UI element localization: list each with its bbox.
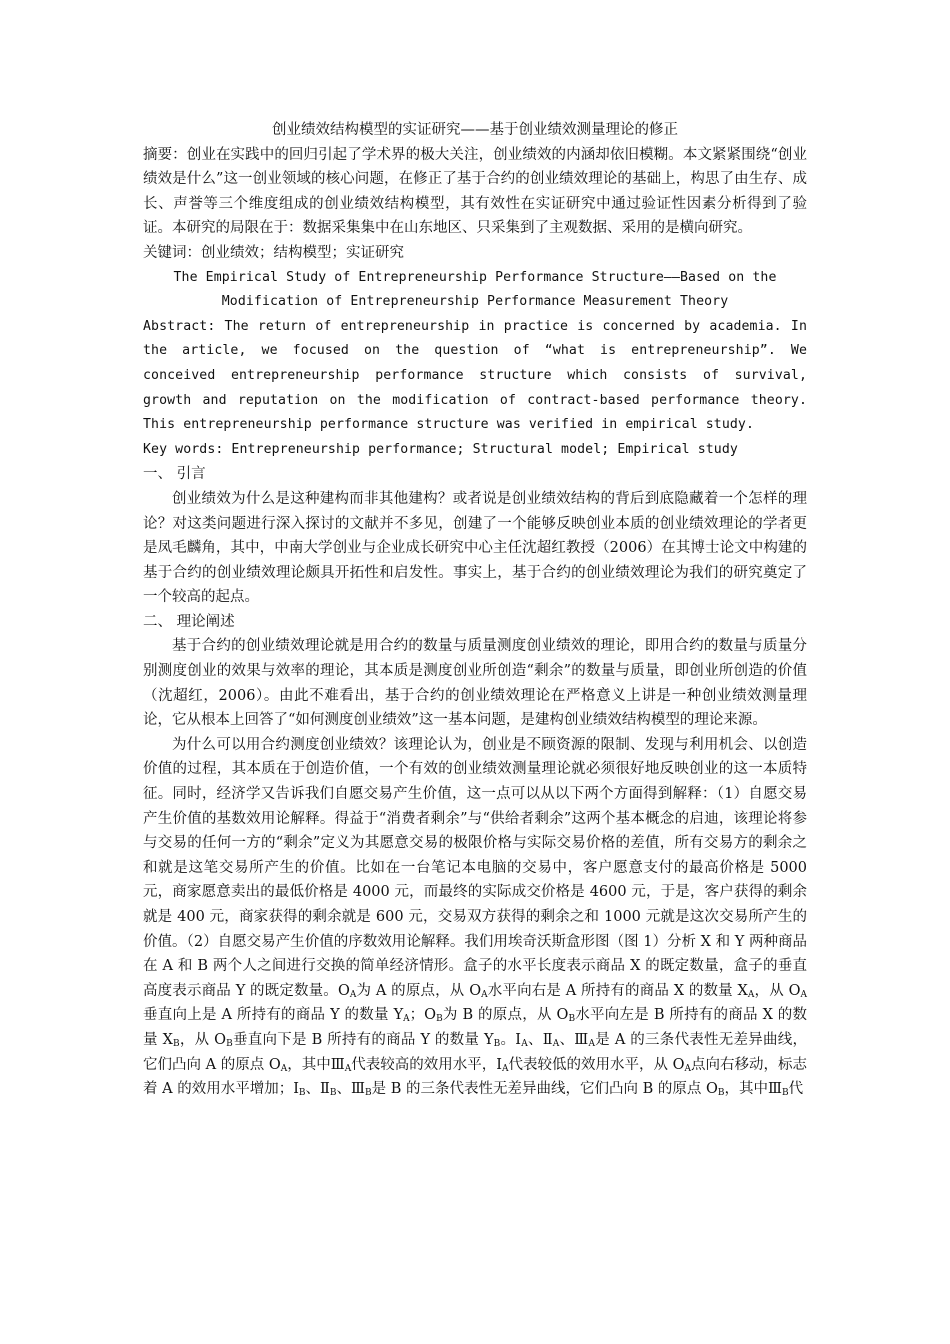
text-run: ，其中Ⅲ xyxy=(287,1056,345,1073)
text-run: 代 xyxy=(788,1081,804,1098)
subscript: A xyxy=(684,1063,692,1074)
introduction-paragraph: 创业绩效为什么是这种建构而非其他建构？或者说是创业绩效结构的背后到底隐藏着一个怎样的理论？对这类问题进行深入探讨的文献并不多见，创建了一个能够反映创业本质的创业绩效理论的学者更是凤毛麟角，其中，中南大学创业与企业成长研究中心主任沈超红教授（2006）在其博士论文中构建的基于合约的创业绩效理论颇具开拓性和启发性。事实上，基于合约的创业绩效理论为我们的研究奠定了一个较高的起点。 xyxy=(143,490,807,606)
text-run: 水平向右是 A 所持有的商品 X 的数量 X xyxy=(487,982,748,999)
subscript: B xyxy=(226,1038,233,1049)
subscript: A xyxy=(521,1038,528,1049)
text-run: 为 B 的原点，从 O xyxy=(442,1007,569,1024)
subscript: A xyxy=(501,1063,509,1074)
text-run: 垂直向下是 B 所持有的商品 Y 的数量 Y xyxy=(232,1031,494,1048)
subscript: B xyxy=(298,1088,306,1099)
keywords-en: Key words: Entrepreneurship performance; Structural model; Empirical study xyxy=(143,441,738,457)
text-run: ，从 O xyxy=(754,982,801,999)
text-run: 点向右移动，标志着 A 的效用水平增加；Ⅰ xyxy=(143,1056,808,1098)
subscript: B xyxy=(717,1088,725,1099)
text-run: 是 A 的三条代表性无差异曲线，它们凸向 A 的原点 O xyxy=(143,1031,807,1073)
text-run: O xyxy=(337,982,350,999)
text-run: 代表较低的效用水平，从 O xyxy=(508,1056,685,1073)
subscript: B xyxy=(365,1088,372,1099)
subscript: A xyxy=(800,989,808,1000)
text-run: 垂直向上是 A 所持有的商品 Y 的数量 Y xyxy=(143,1007,404,1024)
abstract-cn: 摘要：创业在实践中的回归引起了学术界的极大关注，创业绩效的内涵却依旧模糊。本文紧紧围绕“创业绩效是什么”这一创业领域的核心问题，在修正了基于合约的创业绩效理论的基础上，构思了由生存、成长、声誉等三个维度组成的创业绩效结构模型，其有效性在实证研究中通过验证性因素分析得到了验证。本研究的局限在于：数据采集集中在山东地区、只采集到了主观数据、采用的是横向研究。 xyxy=(143,146,807,237)
text-run: 、Ⅲ xyxy=(336,1081,366,1098)
text-run: 、Ⅲ xyxy=(559,1031,589,1048)
paper-title-en-line1: The Empirical Study of Entrepreneurship Performance Structure——Based on the xyxy=(173,269,777,285)
paper-title-cn: 创业绩效结构模型的实证研究——基于创业绩效测量理论的修正 xyxy=(272,122,678,138)
text-run: 。Ⅰ xyxy=(500,1031,522,1048)
keywords-cn: 关键词：创业绩效；结构模型；实证研究 xyxy=(143,244,404,261)
subscript: A xyxy=(349,989,357,1000)
text-run: 代表较高的效用水平，Ⅰ xyxy=(351,1056,502,1073)
subscript: B xyxy=(172,1038,180,1049)
abstract-en: Abstract: The return of entrepreneurship in practice is concerned by academia. In the article, we focused on the question of “what is entrepreneurship”. We conceived entrepreneurship performance structure which consists of survival, growth and reputation on the modification of contract-based performance theory. This entrepreneurship performance structure was verified in empirical study. xyxy=(143,318,807,433)
text-run: ；O xyxy=(409,1007,437,1024)
subscript: A xyxy=(344,1063,352,1074)
subscript: A xyxy=(481,989,488,1000)
subscript: A xyxy=(747,989,755,1000)
text-run: 为 A 的原点，从 O xyxy=(356,982,482,999)
paper-title-en-line2: Modification of Entrepreneurship Performance Measurement Theory xyxy=(221,294,729,310)
text-run: ，其中Ⅲ xyxy=(724,1081,782,1098)
theory-paragraph-2-text: 为什么可以用合约测度创业绩效？该理论认为，创业是不顾资源的限制、发现与利用机会、以创造价值的过程，其本质在于创造价值，一个有效的创业绩效测量理论就必须很好地反映创业的这一本质特征。同时，经济学又告诉我们自愿交易产生价值，这一点可以从以下两个方面得到解释：（1）自愿交易产生价值的基数效用论解释。得益于“消费者剩余”与“供给者剩余”这两个基本概念的启迪，该理论将参与交易的任何一方的“剩余”定义为其愿意交易的极限价格与实际交易价格的差值，所有交易方的剩余之和就是这笔交易所产生的价值。比如在一台笔记本电脑的交易中，客户愿意支付的最高价格是 5000 元，商家愿意卖出的最低价格是 4000 元，而最终的实际成交价格是 4600 元，于是，客户获得的剩余就是 400 元，商家获得的剩余就是 600 元，交易双方获得的剩余之和 1000 元就是这次交易所产生的价值。（2）自愿交易产生价值的序数效用论解释。我们用埃奇沃斯盒形图（图 1）分析 X 和 Y 两种商品在 A 和 B 两个人之间进行交换的简单经济情形。盒子的水平长度表示商品 X 的既定数量，盒子的垂直高度表示商品 Y 的既定数量。 xyxy=(143,736,807,999)
section-heading-theory: 二、 理论阐述 xyxy=(143,613,235,630)
text-run: 、Ⅱ xyxy=(305,1081,330,1098)
subscript: B xyxy=(329,1088,337,1099)
text-run: 水平向左是 B 所持有的商品 X 的数量 X xyxy=(143,1007,808,1048)
paper-page xyxy=(143,118,807,1102)
text-run: ，从 O xyxy=(179,1031,227,1048)
subscript: A xyxy=(588,1038,596,1049)
subscript: B xyxy=(568,1014,576,1025)
theory-paragraph-1: 基于合约的创业绩效理论就是用合约的数量与质量测度创业绩效的理论，即用合约的数量与质量分别测度创业的效果与效率的理论，其本质是测度创业所创造“剩余”的数量与质量，即创业所创造的价值（沈超红，2006）。由此不难看出，基于合约的创业绩效理论在严格意义上讲是一种创业绩效测量理论，它从根本上回答了“如何测度创业绩效”这一基本问题，是建构创业绩效结构模型的理论来源。 xyxy=(143,638,807,729)
subscript: B xyxy=(782,1088,789,1099)
subscript: B xyxy=(493,1038,501,1049)
section-heading-introduction: 一、 引言 xyxy=(143,466,206,483)
subscript: B xyxy=(436,1014,443,1025)
text-run: 、Ⅱ xyxy=(527,1031,553,1048)
subscript: A xyxy=(403,1014,410,1025)
text-run: 是 B 的三条代表性无差异曲线，它们凸向 B 的原点 O xyxy=(371,1081,718,1098)
theory-paragraph-2 xyxy=(143,733,807,1102)
subscript: A xyxy=(280,1063,288,1074)
subscript: A xyxy=(552,1038,560,1049)
